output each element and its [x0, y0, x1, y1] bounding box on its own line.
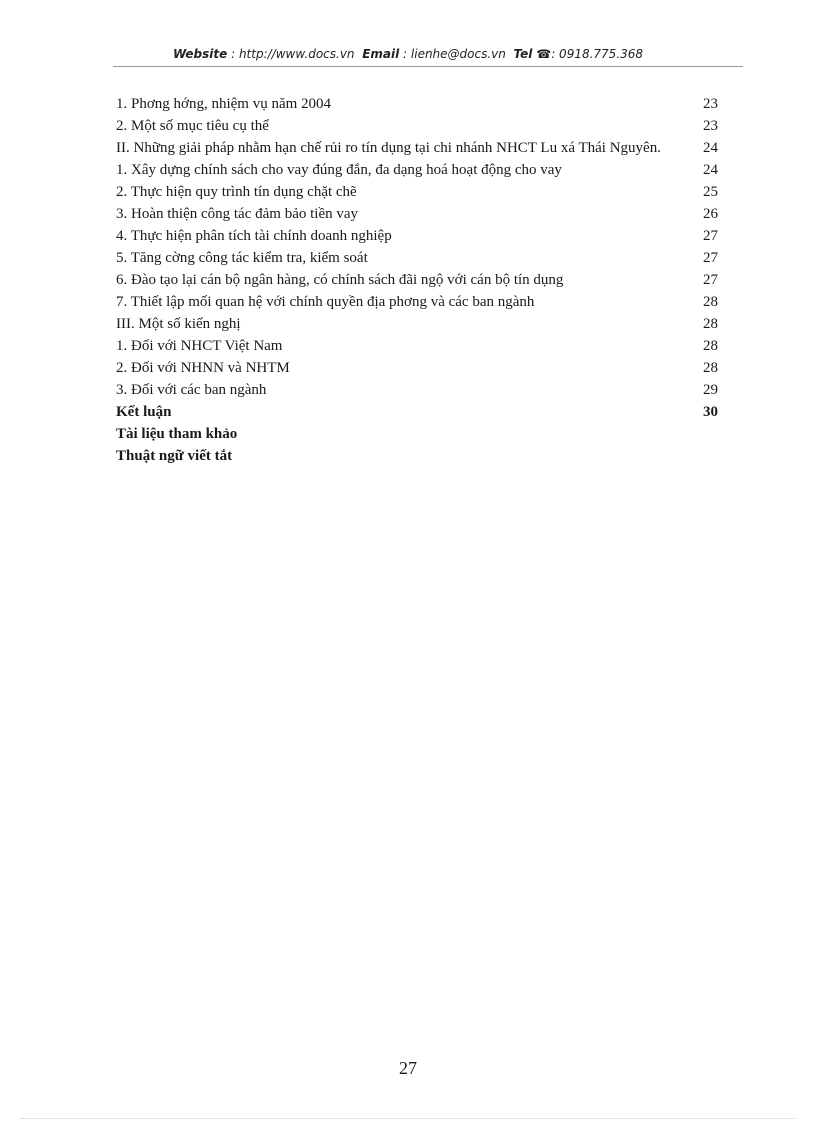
toc-entry-page: 28	[703, 316, 718, 332]
toc-entry-title: Kết luận	[116, 404, 172, 420]
toc-entry-title: 7. Thiết lập mối quan hệ với chính quyền địa phơng và các ban ngành	[116, 294, 535, 310]
toc-entry-title: II. Những giải pháp nhằm hạn chế rủi ro tín dụng tại chi nhánh NHCT Lu xá Thái Nguyên.	[116, 140, 661, 156]
toc-entry-title: 1. Phơng hớng, nhiệm vụ năm 2004	[116, 96, 332, 112]
website-value: : http://www.docs.vn	[231, 47, 355, 61]
toc-entry	[116, 401, 718, 423]
page-header	[0, 47, 816, 61]
toc-entry-title: 2. Đối với NHNN và NHTM	[116, 360, 290, 376]
toc-entry	[116, 225, 718, 247]
toc-entry-page: 30	[703, 404, 718, 420]
toc-entry-title: 4. Thực hiện phân tích tài chính doanh nghiệp	[116, 228, 392, 244]
toc-entry-title: 1. Xây dựng chính sách cho vay đúng đắn, đa dạng hoá hoạt động cho vay	[116, 162, 562, 178]
toc-entry-title: 3. Đối với các ban ngành	[116, 382, 267, 398]
page-number: 27	[399, 1058, 417, 1078]
toc-entry-page: 27	[703, 228, 718, 244]
footer-divider	[20, 1118, 796, 1119]
toc-entry	[116, 159, 718, 181]
toc-entry-page: 23	[703, 96, 718, 112]
toc-entry-page: 28	[703, 360, 718, 376]
toc-entry	[116, 137, 718, 159]
toc-entry	[116, 203, 718, 225]
toc-entry-title: 1. Đối với NHCT Việt Nam	[116, 338, 283, 354]
toc-entry	[116, 335, 718, 357]
tel-value: : 0918.775.368	[551, 47, 644, 61]
toc-entry	[116, 93, 718, 115]
website-label: Website	[172, 47, 228, 61]
toc-entry-title: 5. Tăng cờng công tác kiểm tra, kiểm soát	[116, 250, 368, 266]
toc-entry-page: 25	[703, 184, 718, 200]
toc-entry	[116, 357, 718, 379]
toc-entry-title: 2. Thực hiện quy trình tín dụng chặt chẽ	[116, 184, 357, 200]
tel-label: Tel	[513, 47, 533, 61]
toc-entry	[116, 291, 718, 313]
toc-entry-page: 27	[703, 272, 718, 288]
email-label: Email	[362, 47, 400, 61]
toc-entry-page: 26	[703, 206, 718, 222]
toc-entry-page: 24	[703, 162, 718, 178]
toc-entry	[116, 269, 718, 291]
toc-entry-title: 6. Đào tạo lại cán bộ ngân hàng, có chính sách đãi ngộ với cán bộ tín dụng	[116, 272, 564, 288]
toc-entry-page: 28	[703, 338, 718, 354]
email-value: : lienhe@docs.vn	[403, 47, 506, 61]
toc-entry-page: 28	[703, 294, 718, 310]
toc-entry	[116, 247, 718, 269]
phone-icon: ☎	[536, 47, 552, 61]
toc-entry-page: 27	[703, 250, 718, 266]
toc-entry	[116, 423, 718, 445]
toc-entry-page: 29	[703, 382, 718, 398]
toc-entry-title: 2. Một số mục tiêu cụ thể	[116, 118, 269, 134]
toc-entry-page: 23	[703, 118, 718, 134]
toc-entry-title: 3. Hoàn thiện công tác đảm bảo tiền vay	[116, 206, 359, 222]
header-divider	[113, 66, 743, 67]
toc-entry	[116, 445, 718, 467]
toc-entry	[116, 313, 718, 335]
toc-entry-title: Tài liệu tham khảo	[116, 426, 238, 442]
table-of-contents	[116, 93, 718, 467]
toc-entry-title: Thuật ngữ viết tắt	[116, 448, 233, 464]
toc-entry-page: 24	[703, 140, 718, 156]
toc-entry	[116, 379, 718, 401]
toc-entry	[116, 115, 718, 137]
toc-entry	[116, 181, 718, 203]
toc-entry-title: III. Một số kiến nghị	[116, 316, 241, 332]
